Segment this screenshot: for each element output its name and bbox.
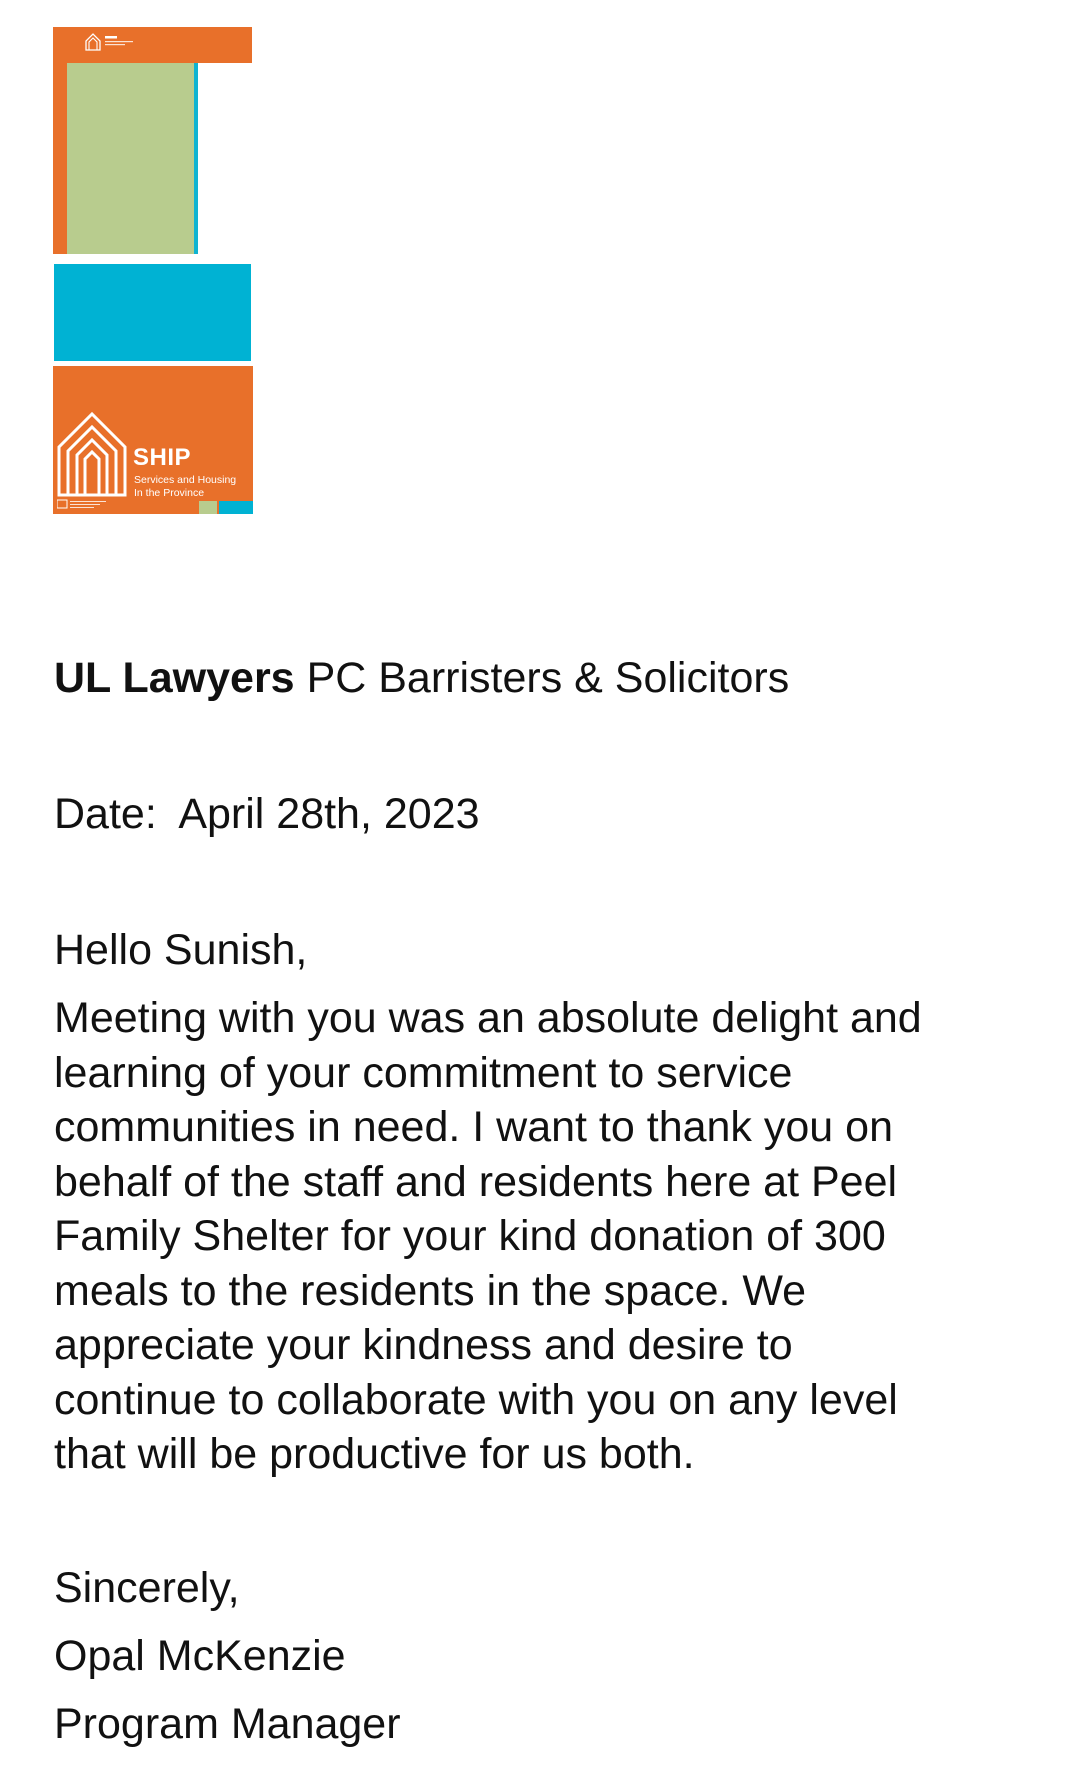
logo-bottom-panel: [53, 366, 253, 514]
letter-date: [54, 788, 480, 840]
recipient-firm: [54, 652, 789, 704]
date-label: Date:: [54, 790, 157, 838]
body-line: communities in need. I want to thank you on: [54, 1103, 893, 1151]
greeting: Hello Sunish,: [54, 926, 308, 974]
ship-logo: [53, 27, 253, 514]
body-line: Meeting with you was an absolute delight and: [54, 994, 922, 1042]
signer-title: Program Manager: [54, 1700, 401, 1748]
mini-wordmark-icon: [105, 35, 135, 47]
logo-tagline-line1: Services and Housing: [134, 474, 237, 486]
house-icon: [56, 411, 128, 497]
body-line: that will be productive for us both.: [54, 1430, 695, 1478]
body-line: continue to collaborate with you on any level: [54, 1375, 898, 1424]
body-line: learning of your commitment to service: [54, 1048, 793, 1097]
firm-descriptor: PC Barristers & Solicitors: [306, 654, 790, 702]
logo-green-panel: [67, 63, 194, 254]
logo-middle-panel: [53, 63, 198, 254]
body-line: meals to the residents in the space. We: [54, 1266, 807, 1315]
body-line: Family Shelter for your kind donation of 300: [54, 1212, 886, 1260]
logo-green-square: [199, 501, 217, 514]
closing: Sincerely,: [54, 1564, 240, 1612]
firm-name: UL Lawyers: [54, 654, 295, 702]
date-value: April 28th, 2023: [178, 790, 480, 838]
mini-house-icon: [85, 33, 101, 51]
logo-wordmark: SHIP: [133, 444, 192, 471]
logo-top-bar: [53, 27, 252, 63]
body-line: behalf of the staff and residents here at Peel: [54, 1157, 898, 1206]
logo-fine-print-icon: [57, 499, 109, 509]
body-line: appreciate your kindness and desire to: [54, 1321, 793, 1369]
logo-tagline-line2: In the Province: [134, 487, 205, 499]
signer-name: Opal McKenzie: [54, 1632, 346, 1680]
logo-cyan-panel: [54, 264, 251, 361]
logo-teal-stripe: [194, 63, 198, 254]
letter-body: [54, 991, 1034, 1482]
logo-cyan-square: [219, 501, 253, 514]
